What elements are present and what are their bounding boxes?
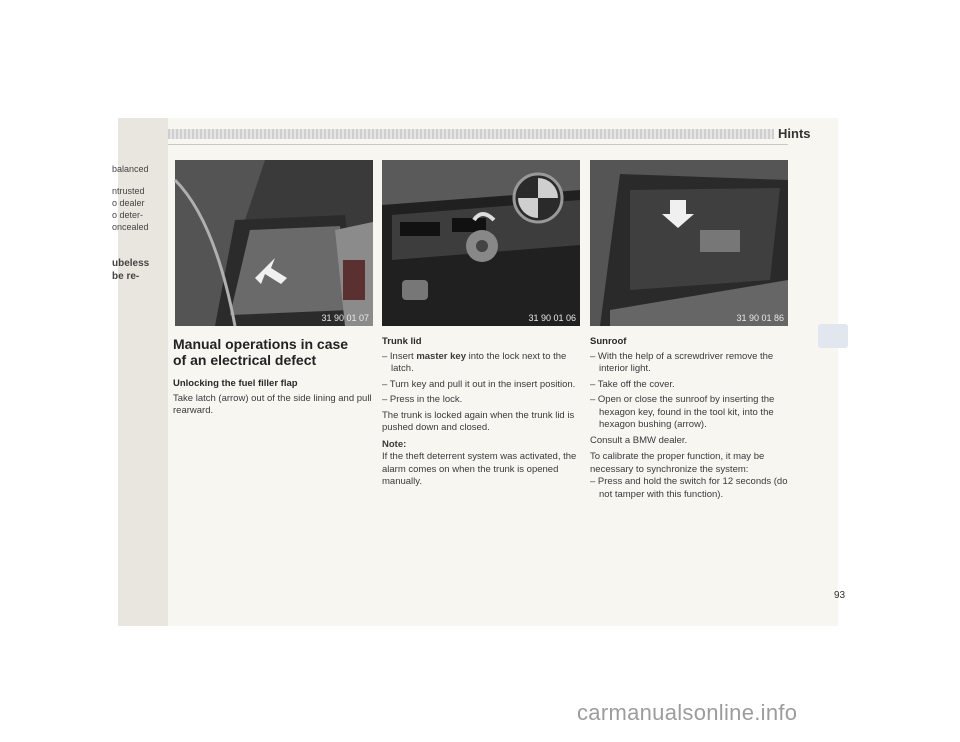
list-text-bold: master key: [416, 350, 466, 362]
note-label: Note:: [382, 438, 407, 450]
subheading: Unlocking the fuel filler flap: [173, 378, 298, 389]
prev-page-line: ubeless: [112, 258, 150, 269]
chapter-tab-icon: [818, 324, 848, 348]
photo-code: 31 90 01 86: [736, 313, 784, 323]
prev-page-line: o dealer: [112, 198, 145, 208]
list-item: – Press in the lock.: [382, 394, 463, 405]
previous-page-edge: [112, 118, 169, 626]
prev-page-line: o deter-: [112, 210, 144, 220]
list-item: [382, 351, 582, 376]
fuel-filler-photo: [175, 160, 373, 326]
manual-scan: [112, 118, 846, 626]
heading-line: of an electrical defect: [173, 352, 317, 368]
watermark: carmanualsonline.info: [577, 700, 798, 725]
sunroof-section: [590, 336, 790, 504]
subheading: Trunk lid: [382, 336, 422, 347]
list-item: – Take off the cover.: [590, 378, 675, 390]
list-text: – Insert: [382, 350, 417, 362]
photo-code: 31 90 01 06: [528, 313, 576, 323]
header-pattern: [168, 129, 774, 139]
fuel-filler-illustration: [175, 160, 373, 326]
body-text: Consult a BMW dealer.: [590, 434, 688, 446]
section-heading: [173, 336, 373, 368]
page-number: 93: [834, 590, 846, 601]
body-text: To calibrate the proper function, it may be necessary to synchronize the system:: [590, 451, 765, 475]
sunroof-illustration: [590, 160, 788, 326]
body-text: Take latch (arrow) out of the side lining and pull rearward.: [173, 392, 372, 416]
prev-page-line: ntrusted: [112, 186, 145, 196]
photo-code: 31 90 01 07: [321, 313, 369, 323]
list-item: – Turn key and pull it out in the insert position.: [382, 378, 576, 390]
body-text: The trunk is locked again when the trunk lid is pushed down and closed.: [382, 409, 575, 433]
trunk-lid-illustration: [382, 160, 580, 326]
list-item: – Press and hold the switch for 12 seconds (do not tamper with this function).: [590, 476, 788, 500]
trunk-lid-section: [382, 336, 582, 493]
sunroof-photo: [590, 160, 788, 326]
header-divider: [168, 144, 788, 145]
subheading: Sunroof: [590, 336, 627, 347]
prev-page-line: be re-: [112, 271, 140, 282]
manual-page: [168, 118, 846, 626]
trunk-lid-photo: [382, 160, 580, 326]
list-item: – With the help of a screwdriver remove the interior light.: [590, 350, 774, 374]
fuel-filler-section: [173, 336, 373, 422]
prev-page-line: balanced: [112, 164, 149, 174]
prev-page-line: oncealed: [112, 222, 149, 232]
note-text: If the theft deterrent system was activated, the alarm comes on when the trunk is opened manually.: [382, 451, 577, 487]
list-item: – Open or close the sunroof by inserting the hexagon key, found in the tool kit, into the hexagon bushing (arrow).: [590, 394, 775, 430]
heading-line: Manual operations in case: [173, 336, 349, 352]
list-text: into the lock next to the latch.: [391, 350, 567, 374]
section-title: Hints: [778, 126, 811, 141]
